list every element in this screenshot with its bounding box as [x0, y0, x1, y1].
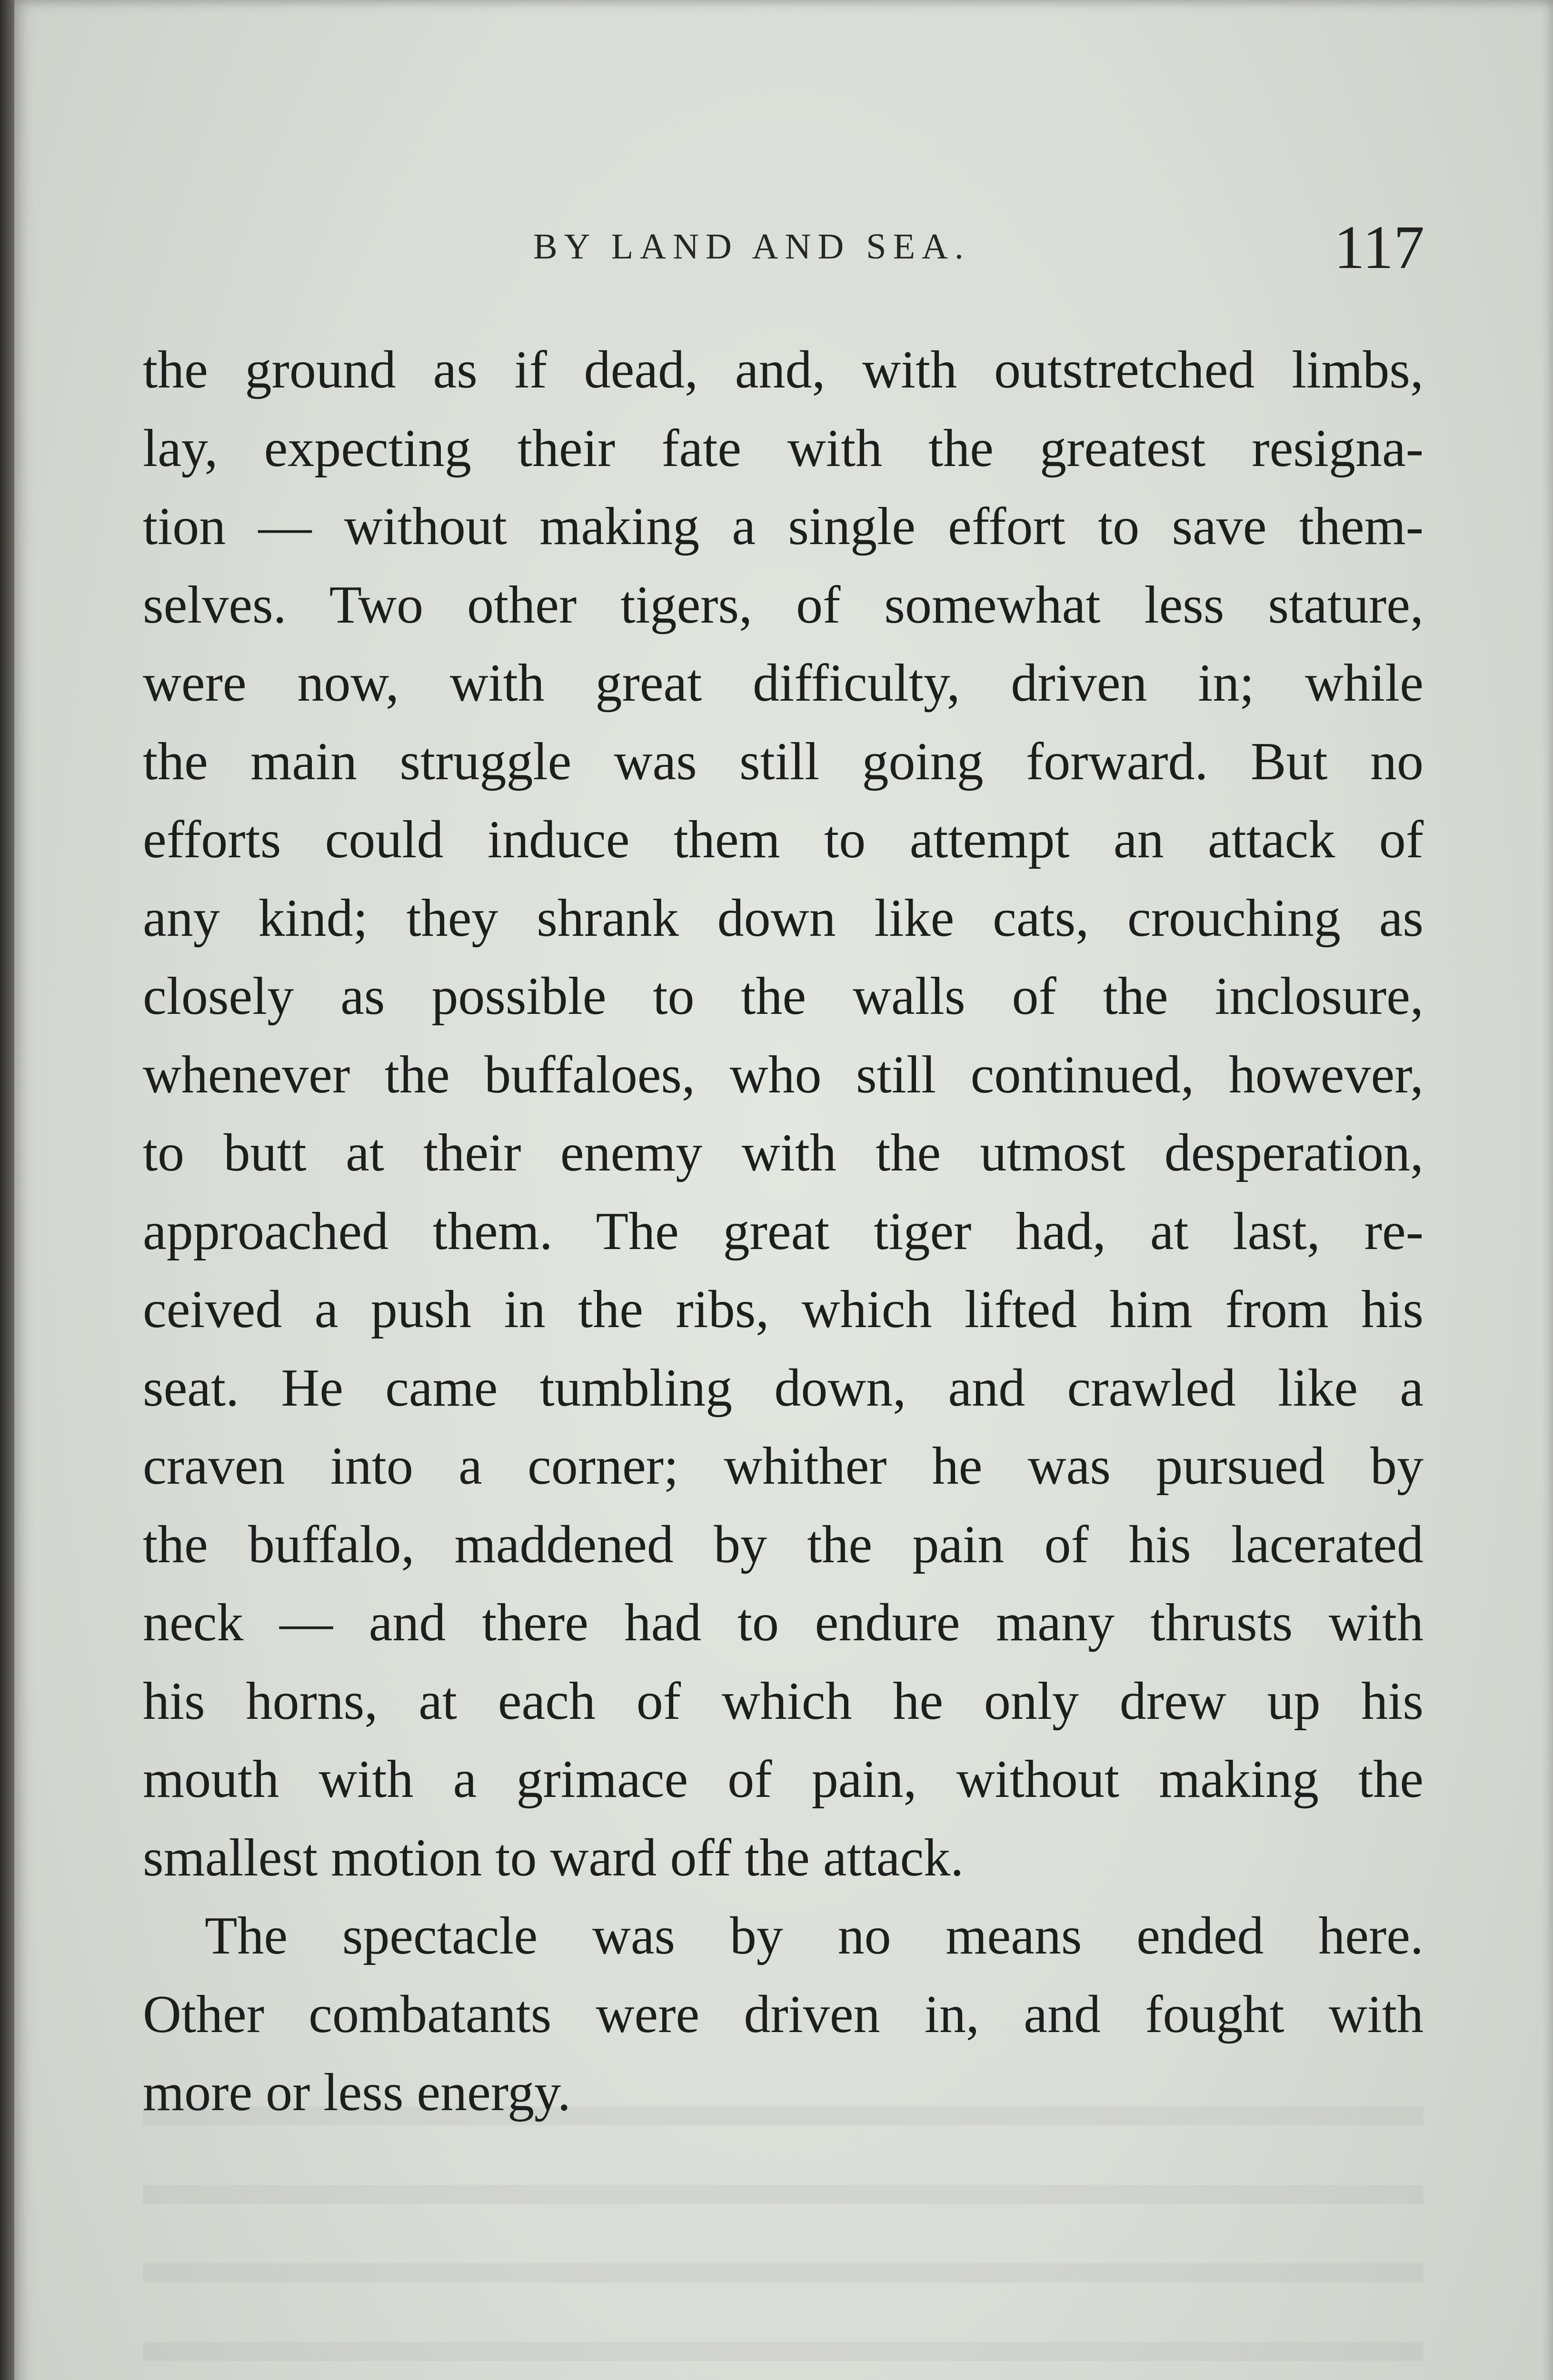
- text-line: approached them. The great tiger had, at last, re-: [143, 1201, 1424, 1261]
- running-head: BY LAND AND SEA.: [533, 227, 970, 267]
- text-line: more or less energy.: [143, 2063, 571, 2122]
- text-line: to butt at their enemy with the utmost desperation,: [143, 1123, 1424, 1182]
- page-number: 117: [1334, 213, 1424, 282]
- text-line: mouth with a grimace of pain, without making the: [143, 1750, 1424, 1809]
- text-line: tion — without making a single effort to save them-: [143, 497, 1424, 556]
- page-header: [14, 212, 1553, 282]
- text-line: neck — and there had to endure many thrusts with: [143, 1593, 1424, 1652]
- text-line: the ground as if dead, and, with outstretched limbs,: [143, 340, 1424, 399]
- text-line: smallest motion to ward off the attack.: [143, 1828, 964, 1887]
- text-line: ceived a push in the ribs, which lifted him from his: [143, 1280, 1424, 1339]
- text-line: his horns, at each of which he only drew up his: [143, 1671, 1424, 1731]
- paragraph-1: [143, 331, 1424, 1897]
- text-line: whenever the buffaloes, who still continued, however,: [143, 1045, 1424, 1104]
- text-line: closely as possible to the walls of the inclosure,: [143, 967, 1424, 1026]
- body-text: [143, 331, 1424, 2132]
- text-line: Other combatants were driven in, and fought with: [143, 1984, 1424, 2044]
- text-line: lay, expecting their fate with the greatest resigna-: [143, 418, 1424, 478]
- text-line: selves. Two other tigers, of somewhat less stature,: [143, 575, 1424, 635]
- book-page: [14, 0, 1553, 2380]
- text-line: any kind; they shrank down like cats, crouching as: [143, 888, 1424, 948]
- page-binding-edge: [0, 0, 14, 2380]
- text-line: the main struggle was still going forward. But no: [143, 732, 1424, 791]
- text-line: The spectacle was by no means ended here.: [205, 1906, 1424, 1965]
- text-line: the buffalo, maddened by the pain of his lacerated: [143, 1515, 1424, 1574]
- show-through-text: [143, 2061, 1424, 2380]
- text-line: efforts could induce them to attempt an attack of: [143, 810, 1424, 869]
- text-line: craven into a corner; whither he was pursued by: [143, 1437, 1424, 1496]
- text-line: were now, with great difficulty, driven in; while: [143, 654, 1424, 713]
- text-line: seat. He came tumbling down, and crawled like a: [143, 1358, 1424, 1418]
